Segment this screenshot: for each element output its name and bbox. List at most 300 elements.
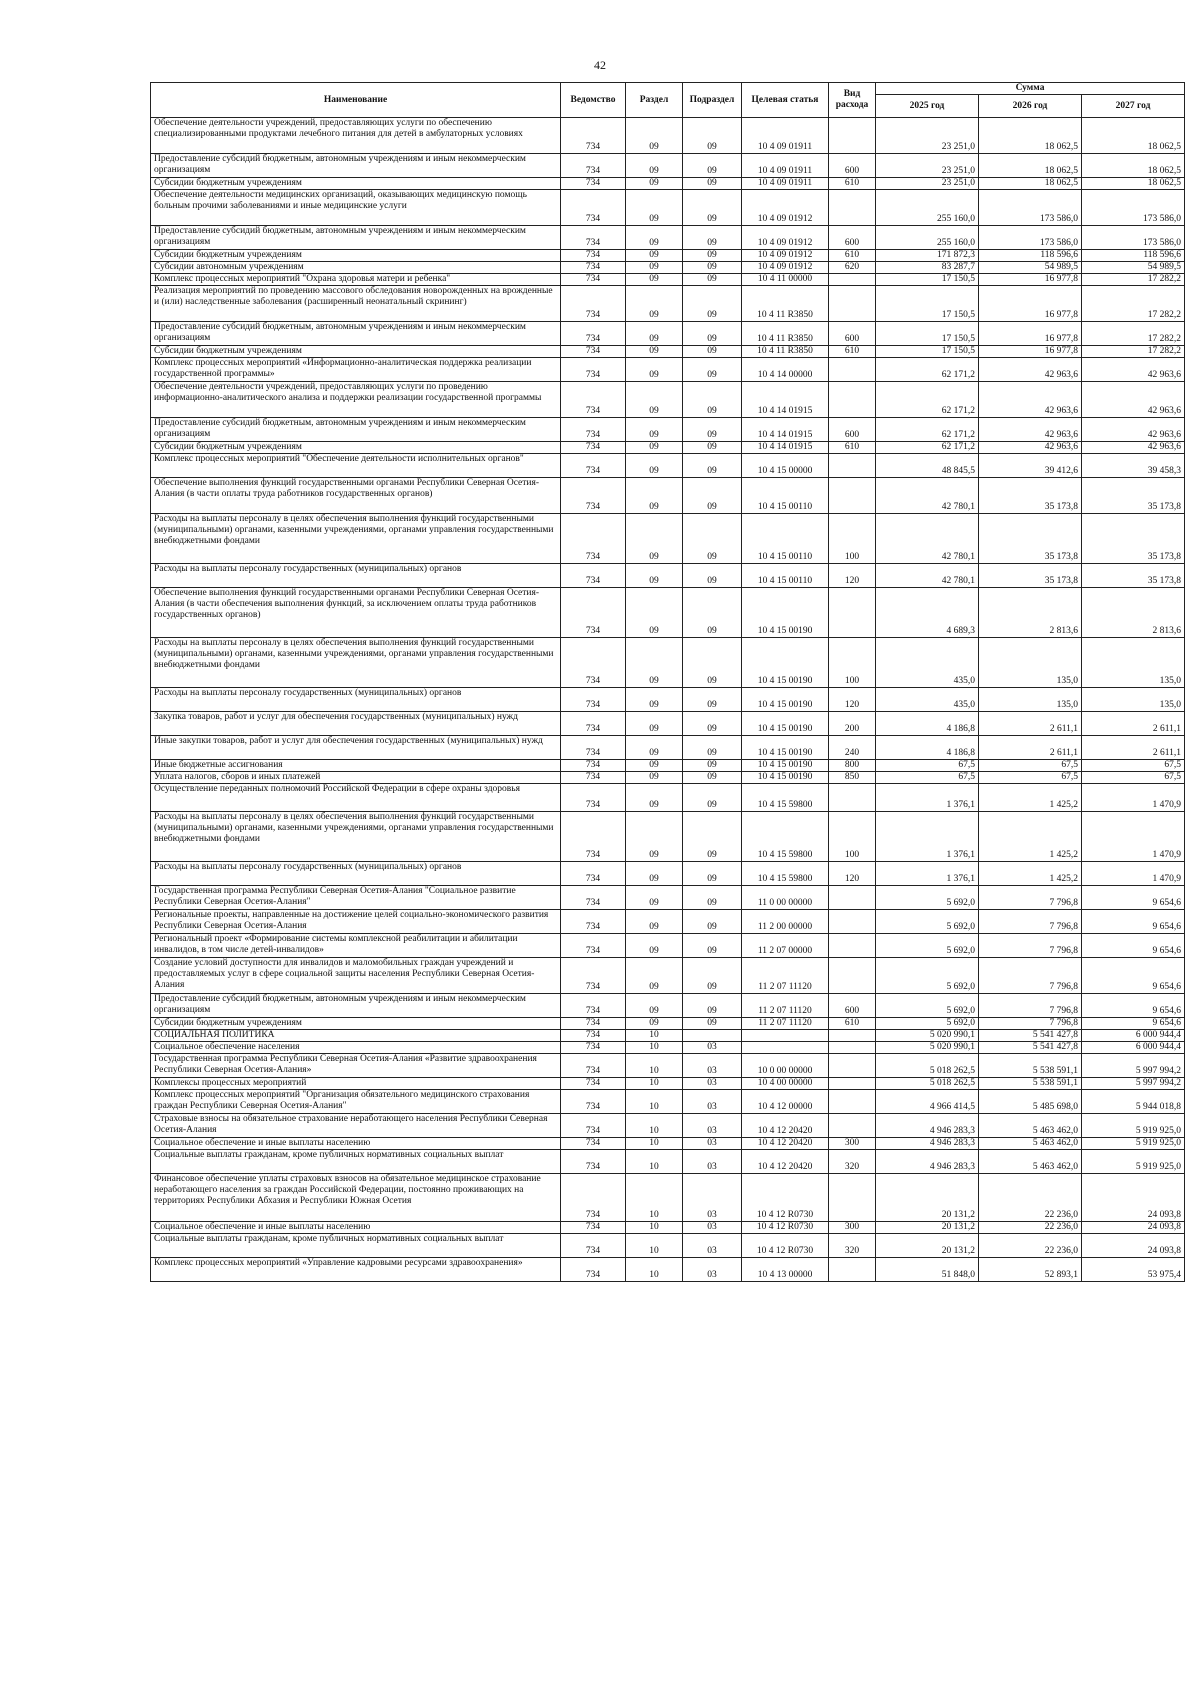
row-podrazdel: 09 [683,478,742,514]
row-celevaya-statya: 10 4 15 00190 [742,638,829,688]
row-sum-2026: 5 485 698,0 [979,1090,1082,1114]
row-vid-raskhoda: 120 [829,564,876,588]
row-sum-2026: 42 963,6 [979,358,1082,382]
table-row [151,784,1185,812]
row-vedomstvo: 734 [561,1090,626,1114]
row-sum-2027: 9 654,6 [1082,958,1185,994]
row-razdel: 10 [626,1174,683,1222]
row-sum-2027: 6 000 944,4 [1082,1042,1185,1054]
row-vedomstvo: 734 [561,886,626,910]
row-sum-2026: 135,0 [979,688,1082,712]
row-name: Осуществление переданных полномочий Российской Федерации в сфере охраны здоровья [151,784,561,812]
row-vid-raskhoda: 610 [829,442,876,454]
table-row [151,712,1185,736]
row-sum-2025: 20 131,2 [876,1234,979,1258]
row-sum-2025: 1 376,1 [876,862,979,886]
row-sum-2026: 173 586,0 [979,190,1082,226]
row-celevaya-statya: 10 4 15 00190 [742,760,829,772]
row-celevaya-statya: 10 4 15 00190 [742,736,829,760]
row-name: Социальное обеспечение и иные выплаты населению [151,1138,561,1150]
row-podrazdel: 09 [683,250,742,262]
row-podrazdel: 09 [683,442,742,454]
row-sum-2026: 16 977,8 [979,346,1082,358]
row-vid-raskhoda [829,784,876,812]
table-row [151,382,1185,418]
row-sum-2025: 5 692,0 [876,934,979,958]
row-vedomstvo: 734 [561,322,626,346]
row-name: Уплата налогов, сборов и иных платежей [151,772,561,784]
row-vedomstvo: 734 [561,1222,626,1234]
row-sum-2025: 62 171,2 [876,382,979,418]
row-sum-2025: 4 186,8 [876,712,979,736]
row-sum-2027: 5 997 994,2 [1082,1078,1185,1090]
row-sum-2027: 9 654,6 [1082,1018,1185,1030]
row-name: Расходы на выплаты персоналу государственных (муниципальных) органов [151,688,561,712]
row-vid-raskhoda: 200 [829,712,876,736]
row-vedomstvo: 734 [561,862,626,886]
row-celevaya-statya: 10 4 14 01915 [742,418,829,442]
row-sum-2026: 7 796,8 [979,886,1082,910]
row-vid-raskhoda: 120 [829,688,876,712]
row-celevaya-statya: 10 4 15 00110 [742,514,829,564]
row-sum-2025: 435,0 [876,688,979,712]
row-razdel: 09 [626,154,683,178]
row-vid-raskhoda: 600 [829,322,876,346]
row-vedomstvo: 734 [561,812,626,862]
row-sum-2026: 42 963,6 [979,382,1082,418]
row-vid-raskhoda: 610 [829,346,876,358]
row-vid-raskhoda: 600 [829,418,876,442]
row-podrazdel: 09 [683,638,742,688]
row-vedomstvo: 734 [561,736,626,760]
row-sum-2026: 7 796,8 [979,994,1082,1018]
row-podrazdel: 09 [683,812,742,862]
row-vid-raskhoda: 100 [829,812,876,862]
table-header [151,83,1185,118]
row-vedomstvo: 734 [561,418,626,442]
row-vedomstvo: 734 [561,1030,626,1042]
row-podrazdel: 09 [683,190,742,226]
page-number: 42 [594,58,606,72]
row-celevaya-statya: 10 4 11 R3850 [742,346,829,358]
row-vedomstvo: 734 [561,454,626,478]
row-celevaya-statya: 10 4 12 R0730 [742,1222,829,1234]
row-name: Расходы на выплаты персоналу в целях обеспечения выполнения функций государственными (муниципальными) органами, казенными учреждениями, органами управления государственными внебюджетными фондами [151,812,561,862]
row-razdel: 10 [626,1138,683,1150]
row-vedomstvo: 734 [561,712,626,736]
row-sum-2027: 9 654,6 [1082,934,1185,958]
row-vedomstvo: 734 [561,1234,626,1258]
table-row [151,286,1185,322]
row-vedomstvo: 734 [561,958,626,994]
row-razdel: 09 [626,638,683,688]
row-sum-2026: 39 412,6 [979,454,1082,478]
row-sum-2025: 17 150,5 [876,274,979,286]
row-name: Обеспечение деятельности учреждений, предоставляющих услуги по обеспечению специализированными продуктами лечебного питания для детей в амбулаторных условиях [151,118,561,154]
row-name: Субсидии автономным учреждениям [151,262,561,274]
row-name: Комплекс процессных мероприятий «Информационно-аналитическая поддержка реализации государственной программы» [151,358,561,382]
table-row [151,1114,1185,1138]
row-celevaya-statya: 11 2 07 11120 [742,958,829,994]
row-celevaya-statya: 10 4 09 01911 [742,178,829,190]
row-name: Субсидии бюджетным учреждениям [151,250,561,262]
row-vedomstvo: 734 [561,178,626,190]
row-celevaya-statya: 11 2 07 00000 [742,934,829,958]
row-vid-raskhoda [829,478,876,514]
row-sum-2026: 7 796,8 [979,958,1082,994]
row-vedomstvo: 734 [561,478,626,514]
row-sum-2026: 5 463 462,0 [979,1138,1082,1150]
row-razdel: 09 [626,322,683,346]
row-sum-2027: 173 586,0 [1082,226,1185,250]
row-name: Социальное обеспечение населения [151,1042,561,1054]
row-vedomstvo: 734 [561,226,626,250]
row-name: Субсидии бюджетным учреждениям [151,1018,561,1030]
row-name: Комплекс процессных мероприятий "Обеспечение деятельности исполнительных органов" [151,454,561,478]
row-vedomstvo: 734 [561,1018,626,1030]
row-podrazdel: 09 [683,418,742,442]
row-sum-2026: 5 541 427,8 [979,1042,1082,1054]
table-row [151,688,1185,712]
row-sum-2027: 5 919 925,0 [1082,1138,1185,1150]
row-razdel: 09 [626,478,683,514]
row-vedomstvo: 734 [561,154,626,178]
header-year-2026: 2026 год [979,95,1082,118]
row-vid-raskhoda [829,934,876,958]
row-vid-raskhoda [829,286,876,322]
row-name: Комплекс процессных мероприятий "Охрана здоровья матери и ребенка" [151,274,561,286]
row-sum-2025: 5 018 262,5 [876,1054,979,1078]
row-podrazdel [683,1030,742,1042]
row-podrazdel: 03 [683,1222,742,1234]
row-vedomstvo: 734 [561,1114,626,1138]
row-sum-2026: 2 611,1 [979,736,1082,760]
row-name: Социальные выплаты гражданам, кроме публичных нормативных социальных выплат [151,1150,561,1174]
table-row [151,638,1185,688]
row-sum-2025: 20 131,2 [876,1222,979,1234]
row-razdel: 09 [626,226,683,250]
row-sum-2027: 5 944 018,8 [1082,1090,1185,1114]
row-sum-2027: 35 173,8 [1082,478,1185,514]
row-podrazdel: 03 [683,1174,742,1222]
row-sum-2027: 135,0 [1082,688,1185,712]
table-row [151,1222,1185,1234]
row-celevaya-statya: 10 0 00 00000 [742,1054,829,1078]
row-sum-2026: 5 541 427,8 [979,1030,1082,1042]
row-podrazdel: 03 [683,1090,742,1114]
row-vid-raskhoda [829,190,876,226]
row-name: Расходы на выплаты персоналу в целях обеспечения выполнения функций государственными (муниципальными) органами, казенными учреждениями, органами управления государственными внебюджетными фондами [151,638,561,688]
row-vedomstvo: 734 [561,910,626,934]
row-sum-2025: 48 845,5 [876,454,979,478]
table-row [151,910,1185,934]
header-summa: Сумма [876,83,1185,95]
row-razdel: 09 [626,514,683,564]
row-sum-2025: 17 150,5 [876,286,979,322]
row-sum-2025: 17 150,5 [876,346,979,358]
row-vedomstvo: 734 [561,784,626,812]
row-name: Предоставление субсидий бюджетным, автономным учреждениям и иным некоммерческим организациям [151,418,561,442]
row-sum-2025: 5 692,0 [876,886,979,910]
row-sum-2026: 1 425,2 [979,812,1082,862]
table-row [151,226,1185,250]
table-row [151,262,1185,274]
row-podrazdel: 09 [683,154,742,178]
table-row [151,478,1185,514]
row-razdel: 09 [626,910,683,934]
row-vid-raskhoda [829,1258,876,1282]
table-row [151,760,1185,772]
row-razdel: 09 [626,784,683,812]
row-vid-raskhoda: 300 [829,1222,876,1234]
row-podrazdel: 09 [683,736,742,760]
row-podrazdel: 09 [683,514,742,564]
row-name: Страховые взносы на обязательное страхование неработающего населения Республики Северная Осетия-Алания [151,1114,561,1138]
row-vid-raskhoda [829,1114,876,1138]
row-podrazdel: 09 [683,934,742,958]
row-vid-raskhoda: 850 [829,772,876,784]
row-vid-raskhoda: 600 [829,154,876,178]
row-sum-2025: 5 018 262,5 [876,1078,979,1090]
row-name: Расходы на выплаты персоналу государственных (муниципальных) органов [151,564,561,588]
header-year-2025: 2025 год [876,95,979,118]
row-razdel: 09 [626,358,683,382]
row-celevaya-statya: 10 4 15 00190 [742,688,829,712]
row-sum-2027: 1 470,9 [1082,862,1185,886]
row-razdel: 09 [626,688,683,712]
table-row [151,812,1185,862]
row-sum-2025: 23 251,0 [876,154,979,178]
table-row [151,454,1185,478]
row-sum-2027: 42 963,6 [1082,418,1185,442]
row-vedomstvo: 734 [561,1258,626,1282]
row-sum-2025: 5 020 990,1 [876,1030,979,1042]
row-name: Реализация мероприятий по проведению массового обследования новорожденных на врожденные и (или) наследственные заболевания (расширенный неонатальный скрининг) [151,286,561,322]
row-razdel: 09 [626,190,683,226]
header-name: Наименование [151,83,561,118]
row-name: Финансовое обеспечение уплаты страховых взносов на обязательное медицинское страхование неработающего населения за граждан Российской Федерации, постоянно проживающих на территориях Республики Абхазия и Республики Южная Осетия [151,1174,561,1222]
row-podrazdel: 03 [683,1234,742,1258]
table-row [151,346,1185,358]
row-razdel: 09 [626,382,683,418]
table-row [151,934,1185,958]
row-sum-2027: 17 282,2 [1082,346,1185,358]
row-podrazdel: 03 [683,1078,742,1090]
table-row [151,564,1185,588]
row-sum-2027: 5 919 925,0 [1082,1114,1185,1138]
row-name: Предоставление субсидий бюджетным, автономным учреждениям и иным некоммерческим организациям [151,994,561,1018]
row-podrazdel: 09 [683,886,742,910]
row-vedomstvo: 734 [561,1042,626,1054]
row-sum-2026: 18 062,5 [979,154,1082,178]
row-name: Обеспечение выполнения функций государственными органами Республики Северная Осетия-Алания (в части обеспечения выполнения функций, за исключением оплаты труда работников государственных органов) [151,588,561,638]
table-row [151,178,1185,190]
table-body [151,118,1185,1282]
row-vid-raskhoda: 100 [829,638,876,688]
row-vid-raskhoda: 320 [829,1234,876,1258]
table-row [151,772,1185,784]
row-razdel: 09 [626,712,683,736]
row-vid-raskhoda [829,910,876,934]
row-vedomstvo: 734 [561,250,626,262]
row-sum-2027: 18 062,5 [1082,178,1185,190]
row-celevaya-statya: 10 4 15 00110 [742,564,829,588]
row-sum-2025: 255 160,0 [876,226,979,250]
row-sum-2025: 4 186,8 [876,736,979,760]
table-row [151,588,1185,638]
row-vedomstvo: 734 [561,1174,626,1222]
row-razdel: 09 [626,118,683,154]
row-name: Обеспечение деятельности медицинских организаций, оказывающих медицинскую помощь больным прочими заболеваниями и иные медицинские услуги [151,190,561,226]
row-celevaya-statya: 10 4 15 00190 [742,712,829,736]
table-row [151,274,1185,286]
row-name: Иные закупки товаров, работ и услуг для обеспечения государственных (муниципальных) нужд [151,736,561,760]
row-podrazdel: 09 [683,564,742,588]
row-vedomstvo: 734 [561,772,626,784]
table-row [151,1150,1185,1174]
row-podrazdel: 09 [683,688,742,712]
row-sum-2027: 67,5 [1082,760,1185,772]
row-sum-2027: 135,0 [1082,638,1185,688]
row-podrazdel: 09 [683,994,742,1018]
row-celevaya-statya [742,1030,829,1042]
row-celevaya-statya: 11 2 07 11120 [742,1018,829,1030]
row-sum-2027: 17 282,2 [1082,286,1185,322]
header-year-2027: 2027 год [1082,95,1185,118]
row-celevaya-statya: 10 4 12 R0730 [742,1234,829,1258]
row-celevaya-statya: 10 4 14 00000 [742,358,829,382]
row-sum-2026: 16 977,8 [979,274,1082,286]
row-sum-2026: 7 796,8 [979,910,1082,934]
row-podrazdel: 03 [683,1114,742,1138]
row-sum-2027: 35 173,8 [1082,564,1185,588]
row-sum-2025: 4 966 414,5 [876,1090,979,1114]
row-celevaya-statya: 10 4 15 59800 [742,862,829,886]
row-sum-2025: 23 251,0 [876,178,979,190]
header-razdel: Раздел [626,83,683,118]
table-row [151,322,1185,346]
row-podrazdel: 09 [683,862,742,886]
row-sum-2025: 5 020 990,1 [876,1042,979,1054]
row-podrazdel: 09 [683,784,742,812]
row-podrazdel: 03 [683,1054,742,1078]
row-celevaya-statya: 11 0 00 00000 [742,886,829,910]
row-podrazdel: 09 [683,358,742,382]
row-razdel: 09 [626,418,683,442]
table-row [151,862,1185,886]
header-vedomstvo: Ведомство [561,83,626,118]
row-razdel: 10 [626,1258,683,1282]
row-vid-raskhoda: 320 [829,1150,876,1174]
row-sum-2025: 5 692,0 [876,910,979,934]
row-name: Комплекс процессных мероприятий «Управление кадровыми ресурсами здравоохранения» [151,1258,561,1282]
row-podrazdel: 03 [683,1042,742,1054]
row-name: Субсидии бюджетным учреждениям [151,346,561,358]
table-row [151,886,1185,910]
row-sum-2026: 52 893,1 [979,1258,1082,1282]
row-vid-raskhoda: 300 [829,1138,876,1150]
table-row [151,1174,1185,1222]
row-celevaya-statya: 10 4 12 20420 [742,1138,829,1150]
row-celevaya-statya: 10 4 12 R0730 [742,1174,829,1222]
table-row [151,1042,1185,1054]
row-vedomstvo: 734 [561,358,626,382]
row-vid-raskhoda: 610 [829,250,876,262]
row-name: Государственная программа Республики Северная Осетия-Алания "Социальное развитие Республики Северная Осетия-Алания" [151,886,561,910]
row-razdel: 10 [626,1114,683,1138]
table-row [151,154,1185,178]
row-vedomstvo: 734 [561,442,626,454]
row-sum-2027: 42 963,6 [1082,358,1185,382]
row-sum-2027: 42 963,6 [1082,382,1185,418]
row-vedomstvo: 734 [561,1054,626,1078]
row-vid-raskhoda [829,588,876,638]
row-sum-2025: 17 150,5 [876,322,979,346]
row-vid-raskhoda [829,454,876,478]
row-vid-raskhoda [829,886,876,910]
row-razdel: 09 [626,812,683,862]
row-sum-2027: 2 611,1 [1082,712,1185,736]
row-sum-2025: 1 376,1 [876,784,979,812]
row-celevaya-statya: 10 4 14 01915 [742,442,829,454]
row-name: Предоставление субсидий бюджетным, автономным учреждениям и иным некоммерческим организациям [151,226,561,250]
row-podrazdel: 09 [683,760,742,772]
row-vid-raskhoda: 600 [829,226,876,250]
row-celevaya-statya: 10 4 15 59800 [742,812,829,862]
row-celevaya-statya: 10 4 11 R3850 [742,286,829,322]
row-vedomstvo: 734 [561,262,626,274]
row-podrazdel: 09 [683,322,742,346]
row-podrazdel: 03 [683,1150,742,1174]
row-podrazdel: 09 [683,712,742,736]
row-name: Иные бюджетные ассигнования [151,760,561,772]
row-name: Социальное обеспечение и иные выплаты населению [151,1222,561,1234]
row-sum-2026: 5 538 591,1 [979,1054,1082,1078]
row-sum-2026: 16 977,8 [979,286,1082,322]
row-razdel: 09 [626,286,683,322]
table-row [151,190,1185,226]
row-podrazdel: 09 [683,772,742,784]
row-vid-raskhoda [829,1042,876,1054]
row-sum-2026: 18 062,5 [979,178,1082,190]
row-podrazdel: 03 [683,1138,742,1150]
row-sum-2027: 42 963,6 [1082,442,1185,454]
row-sum-2027: 24 093,8 [1082,1174,1185,1222]
row-sum-2025: 4 946 283,3 [876,1138,979,1150]
row-vid-raskhoda: 240 [829,736,876,760]
row-name: Субсидии бюджетным учреждениям [151,178,561,190]
row-sum-2026: 67,5 [979,772,1082,784]
row-razdel: 09 [626,958,683,994]
row-vedomstvo: 734 [561,564,626,588]
row-sum-2025: 62 171,2 [876,442,979,454]
row-vid-raskhoda [829,958,876,994]
row-sum-2027: 1 470,9 [1082,812,1185,862]
row-vid-raskhoda: 100 [829,514,876,564]
row-sum-2025: 4 689,3 [876,588,979,638]
header-vid-raskhoda: Вид расхода [829,83,876,118]
row-sum-2027: 54 989,5 [1082,262,1185,274]
row-sum-2027: 17 282,2 [1082,274,1185,286]
row-razdel: 09 [626,442,683,454]
row-sum-2025: 51 848,0 [876,1258,979,1282]
row-sum-2027: 6 000 944,4 [1082,1030,1185,1042]
row-sum-2025: 5 692,0 [876,994,979,1018]
row-celevaya-statya: 10 4 15 00000 [742,454,829,478]
table-row [151,442,1185,454]
table-row [151,1090,1185,1114]
row-vid-raskhoda [829,1054,876,1078]
